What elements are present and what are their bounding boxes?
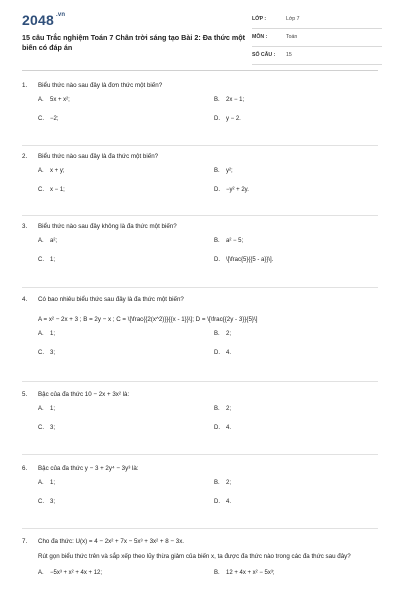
option-text: y − 2. xyxy=(226,116,241,122)
meta-key: LỚP : xyxy=(252,16,267,22)
meta-row-class xyxy=(252,13,382,29)
option-c[interactable] xyxy=(38,499,55,505)
option-label: D. xyxy=(214,350,220,356)
option-c[interactable] xyxy=(38,187,65,193)
logo-text: 2048 xyxy=(22,12,54,28)
meta-key: MÔN : xyxy=(252,34,268,40)
question-number: 6. xyxy=(22,465,28,472)
question-text: Bậc của đa thức y − 3 + 2y⁴ − 3y³ là: xyxy=(38,465,139,472)
option-text: 3; xyxy=(50,350,56,356)
option-label: C. xyxy=(38,116,44,122)
option-label: A. xyxy=(38,406,44,412)
option-b[interactable] xyxy=(214,570,275,576)
option-label: C. xyxy=(38,499,44,505)
option-c[interactable] xyxy=(38,425,55,431)
option-d[interactable] xyxy=(214,499,231,505)
meta-value: Toán xyxy=(286,34,298,40)
option-c[interactable] xyxy=(38,116,59,122)
option-label: D. xyxy=(214,257,220,263)
option-label: A. xyxy=(38,331,44,337)
logo-tld: .vn xyxy=(55,12,66,18)
option-text: −y² + 2y. xyxy=(226,187,249,193)
question-text: Biểu thức nào sau đây không là đa thức một biến? xyxy=(38,223,177,230)
meta-row-count xyxy=(252,49,382,65)
question-divider xyxy=(22,145,378,146)
option-d[interactable] xyxy=(214,425,231,431)
question-divider xyxy=(22,454,378,455)
question-text: Biểu thức nào sau đây là đơn thức một biến? xyxy=(38,82,163,89)
question-number: 7. xyxy=(22,538,28,545)
question-stem xyxy=(22,152,378,161)
option-label: C. xyxy=(38,187,44,193)
meta-value: Lớp 7 xyxy=(286,16,300,22)
header xyxy=(0,0,400,70)
question-instruction: Rút gọn biểu thức trên và sắp xếp theo lũy thừa giảm của biến x, ta được đa thức nào trong các đa thức sau đây? xyxy=(38,553,351,560)
option-label: D. xyxy=(214,499,220,505)
question-stem xyxy=(22,390,378,399)
option-a[interactable] xyxy=(38,480,55,486)
options xyxy=(22,406,378,444)
option-text: 2x − 1; xyxy=(226,97,245,103)
option-label: B. xyxy=(214,238,220,244)
option-text: 2; xyxy=(226,480,232,486)
question-4 xyxy=(22,295,378,369)
question-number: 5. xyxy=(22,391,28,398)
question-divider xyxy=(22,381,378,382)
option-text: 4. xyxy=(226,425,232,431)
option-a[interactable] xyxy=(38,406,55,412)
option-text: x + y; xyxy=(50,168,65,174)
question-number: 2. xyxy=(22,153,28,160)
option-text: x − 1; xyxy=(50,187,65,193)
option-a[interactable] xyxy=(38,97,70,103)
question-stem xyxy=(22,81,378,90)
option-c[interactable] xyxy=(38,257,55,263)
option-text: 1; xyxy=(50,406,56,412)
option-text: 2; xyxy=(226,406,232,412)
option-text: 3; xyxy=(50,499,56,505)
question-divider xyxy=(22,287,378,288)
option-a[interactable] xyxy=(38,570,102,576)
option-text: 1; xyxy=(50,480,56,486)
options xyxy=(22,238,378,276)
option-label: A. xyxy=(38,97,44,103)
option-label: B. xyxy=(214,97,220,103)
header-divider xyxy=(22,70,378,71)
option-label: B. xyxy=(214,406,220,412)
question-stem xyxy=(22,464,378,473)
option-text: 4. xyxy=(226,499,232,505)
question-expression: A = x² − 2x + 3 ; B = 2y − x ; C = \[\frac{{2(x^2)}}{{x - 1}}\]; D = \[\frac{{2y - 3}}{5}\] xyxy=(38,316,258,323)
question-5 xyxy=(22,390,378,444)
option-label: B. xyxy=(214,331,220,337)
options xyxy=(22,570,378,582)
question-stem xyxy=(22,295,378,304)
option-b[interactable] xyxy=(214,97,244,103)
site-logo[interactable] xyxy=(22,12,65,28)
options xyxy=(22,168,378,206)
option-text: \[\frac{5}{{5 - a}}\]. xyxy=(226,257,274,263)
question-divider xyxy=(22,215,378,216)
question-text: Có bao nhiêu biểu thức sau đây là đa thức một biến? xyxy=(38,296,184,303)
meta-value: 15 xyxy=(286,52,292,58)
option-text: 1; xyxy=(50,257,56,263)
option-label: D. xyxy=(214,425,220,431)
option-label: C. xyxy=(38,350,44,356)
option-text: a² − 5; xyxy=(226,238,244,244)
meta-row-subject xyxy=(252,31,382,47)
option-label: B. xyxy=(214,480,220,486)
option-text: y²; xyxy=(226,168,233,174)
option-d[interactable] xyxy=(214,187,249,193)
option-label: A. xyxy=(38,480,44,486)
option-label: D. xyxy=(214,187,220,193)
option-label: B. xyxy=(214,570,220,576)
question-7 xyxy=(22,537,378,582)
question-3 xyxy=(22,222,378,276)
question-text: Bậc của đa thức 10 − 2x + 3x² là: xyxy=(38,391,130,398)
option-d[interactable] xyxy=(214,350,231,356)
option-text: 3; xyxy=(50,425,56,431)
option-text: −5x³ + x² + 4x + 12; xyxy=(50,570,103,576)
question-text: Cho đa thức: U(x) = 4 − 2x² + 7x − 5x³ + 3x² + 8 − 3x. xyxy=(38,538,185,545)
options xyxy=(22,480,378,518)
meta-info xyxy=(252,13,382,67)
question-number: 3. xyxy=(22,223,28,230)
option-a[interactable] xyxy=(38,238,57,244)
document-title: 15 câu Trắc nghiệm Toán 7 Chân trời sáng tạo Bài 2: Đa thức một biến có đáp án xyxy=(22,33,246,52)
question-divider xyxy=(22,528,378,529)
question-6 xyxy=(22,464,378,518)
option-a[interactable] xyxy=(38,331,55,337)
question-stem xyxy=(22,537,378,546)
option-label: A. xyxy=(38,168,44,174)
meta-key: SỐ CÂU : xyxy=(252,52,276,58)
option-text: 12 + 4x + x² − 5x³; xyxy=(226,570,275,576)
question-1 xyxy=(22,81,378,135)
question-2 xyxy=(22,152,378,206)
option-text: 2; xyxy=(226,331,232,337)
option-d[interactable] xyxy=(214,116,241,122)
option-b[interactable] xyxy=(214,406,231,412)
option-label: A. xyxy=(38,570,44,576)
option-label: C. xyxy=(38,425,44,431)
option-c[interactable] xyxy=(38,350,55,356)
options xyxy=(22,97,378,135)
option-text: 1; xyxy=(50,331,56,337)
option-label: C. xyxy=(38,257,44,263)
option-text: 5x + x²; xyxy=(50,97,70,103)
question-number: 4. xyxy=(22,296,28,303)
option-text: −2; xyxy=(50,116,59,122)
option-b[interactable] xyxy=(214,480,231,486)
option-b[interactable] xyxy=(214,168,233,174)
question-stem xyxy=(22,222,378,231)
question-number: 1. xyxy=(22,82,28,89)
option-text: 4. xyxy=(226,350,232,356)
option-label: D. xyxy=(214,116,220,122)
question-text: Biểu thức nào sau đây là đa thức một biến? xyxy=(38,153,159,160)
option-d[interactable] xyxy=(214,257,273,263)
option-text: a²; xyxy=(50,238,58,244)
option-b[interactable] xyxy=(214,331,231,337)
option-b[interactable] xyxy=(214,238,243,244)
options xyxy=(22,331,378,369)
option-a[interactable] xyxy=(38,168,65,174)
option-label: B. xyxy=(214,168,220,174)
option-label: A. xyxy=(38,238,44,244)
